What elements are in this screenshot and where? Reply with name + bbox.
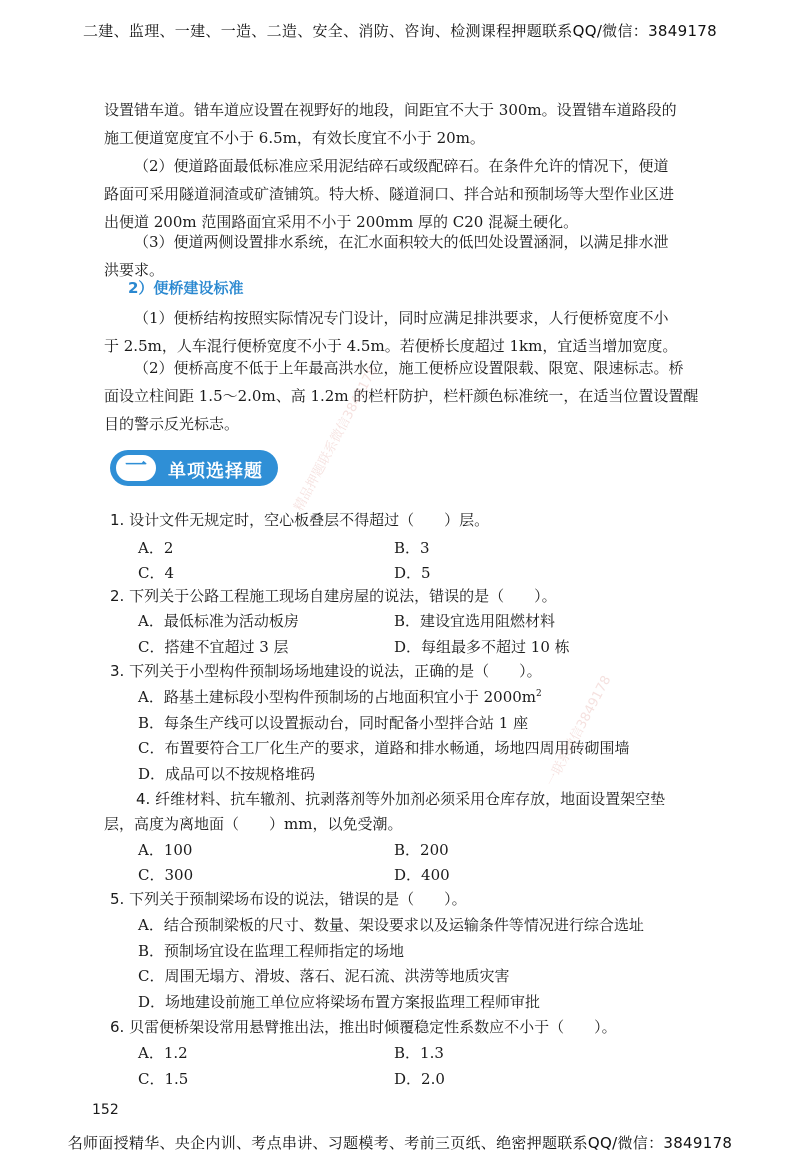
section-header: [110, 450, 278, 486]
text-line: 设置错车道。错车道应设置在视野好的地段，间距宜不大于 300m。设置错车道路段的: [104, 101, 677, 119]
option-d: D．2.0: [394, 1070, 445, 1088]
text-line: 于 2.5m，人车混行便桥宽度不小于 4.5m。若便桥长度超过 1km，宜适当增加宽度。: [104, 337, 678, 355]
option-d: D．每组最多不超过 10 栋: [394, 638, 570, 656]
section-title: 单项选择题: [168, 461, 263, 482]
option-a: [138, 686, 542, 707]
option-b: B．1.3: [394, 1044, 444, 1062]
question-number: 3.: [110, 662, 125, 680]
option-d: D．400: [394, 866, 450, 884]
question-4: [136, 788, 665, 809]
text-line: 洪要求。: [104, 261, 165, 279]
question-text: 下列关于预制梁场布设的说法，错误的是（ ）。: [129, 890, 467, 908]
text-line: 目的警示反光标志。: [104, 415, 240, 433]
question-number: 2.: [110, 587, 125, 605]
option-c: C．布置要符合工厂化生产的要求，道路和排水畅通，场地四周用砖砌围墙: [138, 739, 630, 757]
question-number: 6.: [110, 1018, 125, 1036]
option-b: B．建设宜选用阻燃材料: [394, 612, 556, 630]
superscript: 2: [536, 689, 542, 699]
question-text: 下列关于小型构件预制场场地建设的说法，正确的是（ ）。: [129, 662, 542, 680]
option-text: A．路基土建标段小型构件预制场的占地面积宜小于 2000m: [138, 688, 537, 706]
option-d: D．场地建设前施工单位应将梁场布置方案报监理工程师审批: [138, 993, 541, 1011]
option-c: C．300: [138, 866, 194, 884]
option-b: B．每条生产线可以设置振动台，同时配备小型拌合站 1 座: [138, 714, 529, 732]
option-a: A．结合预制梁板的尺寸、数量、架设要求以及运输条件等情况进行综合选址: [138, 916, 644, 934]
watermark: 一联系微信3849178: [543, 673, 615, 789]
question-text: 纤维材料、抗车辙剂、抗剥落剂等外加剂必须采用仓库存放，地面设置架空垫: [155, 790, 666, 808]
question-5: [110, 888, 467, 909]
paragraph-4: [104, 304, 706, 360]
section-number: 一: [114, 453, 158, 483]
option-b: B．预制场宜设在监理工程师指定的场地: [138, 942, 405, 960]
text-line: （2）便桥高度不低于上年最高洪水位，施工便桥应设置限载、限宽、限速标志。桥: [134, 359, 684, 377]
option-a: A．1.2: [138, 1044, 188, 1062]
text-line: 施工便道宽度宜不小于 6.5m，有效长度宜不小于 20m。: [104, 129, 485, 147]
option-c: C．4: [138, 564, 175, 582]
question-2: [110, 585, 557, 606]
question-1: [110, 509, 489, 530]
question-number: 4.: [136, 790, 151, 808]
question-number: 1.: [110, 511, 125, 529]
question-text-continued: 层，高度为离地面（ ）mm，以免受潮。: [104, 815, 403, 833]
option-c: C．周围无塌方、滑坡、落石、泥石流、洪涝等地质灾害: [138, 967, 510, 985]
option-c: C．1.5: [138, 1070, 189, 1088]
question-3: [110, 660, 542, 681]
text-line: 出便道 200m 范围路面宜采用不小于 200mm 厚的 C20 混凝土硬化。: [104, 213, 579, 231]
paragraph-1: [104, 96, 706, 152]
subheading: 2）便桥建设标准: [128, 279, 244, 297]
paragraph-3: [104, 228, 706, 284]
option-a: A．2: [138, 539, 174, 557]
question-number: 5.: [110, 890, 125, 908]
text-line: 面设立柱间距 1.5～2.0m、高 1.2m 的栏杆防护，栏杆颜色标准统一，在适当位置设置醒: [104, 387, 699, 405]
paragraph-2: [104, 152, 706, 236]
option-b: B．200: [394, 841, 449, 859]
option-a: A．100: [138, 841, 193, 859]
option-c: C．搭建不宜超过 3 层: [138, 638, 289, 656]
footer-banner: 名师面授精华、央企内训、考点串讲、习题模考、考前三页纸、绝密押题联系QQ/微信：3849178: [67, 1134, 733, 1152]
paragraph-5: [104, 354, 706, 438]
text-line: （2）便道路面最低标准应采用泥结碎石或级配碎石。在条件允许的情况下，便道: [134, 157, 669, 175]
question-text: 下列关于公路工程施工现场自建房屋的说法，错误的是（ ）。: [129, 587, 557, 605]
question-text: 贝雷便桥架设常用悬臂推出法，推出时倾覆稳定性系数应不小于（ ）。: [129, 1018, 617, 1036]
text-line: （3）便道两侧设置排水系统，在汇水面积较大的低凹处设置涵洞，以满足排水泄: [134, 233, 669, 251]
option-d: D．5: [394, 564, 431, 582]
question-text: 设计文件无规定时，空心板叠层不得超过（ ）层。: [129, 511, 490, 529]
header-banner: 二建、监理、一建、一造、二造、安全、消防、咨询、检测课程押题联系QQ/微信：3849178: [83, 22, 717, 40]
text-line: （1）便桥结构按照实际情况专门设计，同时应满足排洪要求，人行便桥宽度不小: [134, 309, 669, 327]
text-line: 路面可采用隧道洞渣或矿渣铺筑。特大桥、隧道洞口、拌合站和预制场等大型作业区进: [104, 185, 675, 203]
watermark: 精品押题联系微信3849178: [291, 363, 381, 514]
option-a: A．最低标准为活动板房: [138, 612, 299, 630]
option-b: B．3: [394, 539, 430, 557]
option-d: D．成品可以不按规格堆码: [138, 765, 316, 783]
page-number: 152: [92, 1102, 119, 1118]
question-6: [110, 1016, 617, 1037]
